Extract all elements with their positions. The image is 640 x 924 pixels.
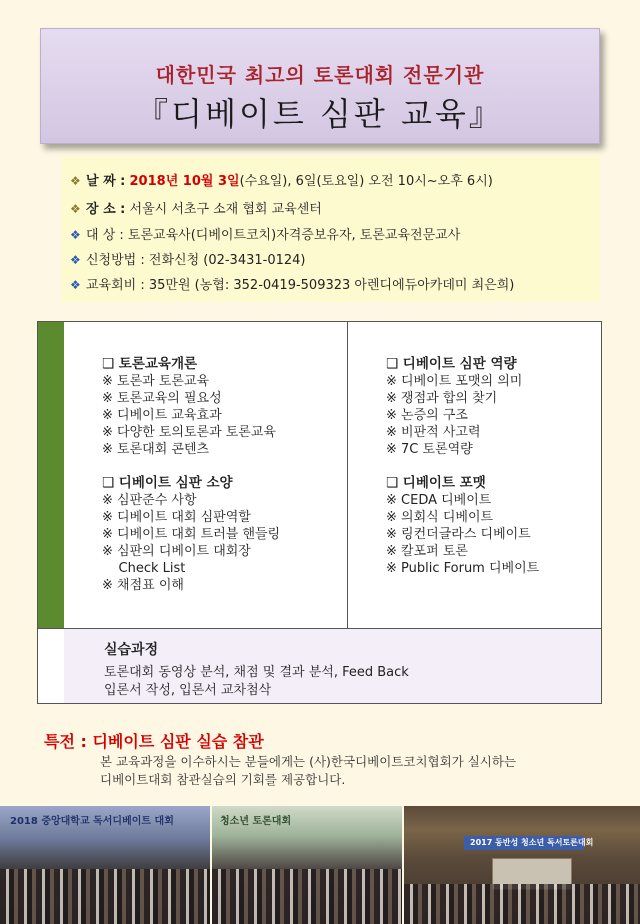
apply-label: 신청방법 : <box>86 253 145 268</box>
list-item: ※ 심판의 디베이트 대회장 <box>102 544 251 559</box>
title-box <box>40 28 600 144</box>
diamond-bullet-icon: ❖ <box>70 228 81 242</box>
list-item: ※ 의회식 디베이트 <box>386 510 494 525</box>
info-apply-row <box>70 251 306 270</box>
place-value: 서울시 서초구 소재 협회 교육센터 <box>129 202 322 217</box>
section-heading: ❑ 토론교육개론 <box>102 356 198 372</box>
curriculum-left-column <box>102 356 280 594</box>
title-subtitle: 대한민국 최고의 토론대회 전문기관 <box>155 63 485 87</box>
practice-line: 입론서 작성, 입론서 교차첨삭 <box>104 683 272 698</box>
list-item: ※ 디베이트 교육효과 <box>102 408 222 423</box>
list-item: ※ 디베이트 포맷의 의미 <box>386 374 523 389</box>
photo-banner: 2018 중앙대학교 독서디베이트 대회 <box>10 816 174 827</box>
photo-banner: 청소년 토론대회 <box>220 816 292 827</box>
list-item: ※ 토론교육의 필요성 <box>102 391 222 406</box>
fee-label: 교육회비 : <box>86 278 145 293</box>
list-item: ※ 쟁점과 합의 찾기 <box>386 391 498 406</box>
photo-banner: 2017 동반성 청소년 독서토론대회 <box>470 838 594 847</box>
list-item: Check List <box>102 561 186 576</box>
practice-title: 실습과정 <box>104 642 159 658</box>
practice-line: 토론대회 동영상 분석, 채점 및 결과 분석, Feed Back <box>104 665 409 680</box>
event-photo <box>212 806 402 924</box>
list-item: ※ CEDA 디베이트 <box>386 493 492 508</box>
list-item: ※ 디베이트 대회 심판역할 <box>102 510 251 525</box>
list-item: ※ 논증의 구조 <box>386 408 468 423</box>
date-label: 날 짜 : <box>86 174 126 189</box>
list-item: ※ 링컨더글라스 디베이트 <box>386 527 531 542</box>
title-main: 『디베이트 심판 교육』 <box>136 95 504 133</box>
special-benefit-line: 본 교육과정을 이수하시는 분들에게는 (사)한국디베이트코치협회가 실시하는 <box>100 754 517 769</box>
info-target-row <box>70 226 460 245</box>
list-item: ※ 디베이트 대회 트러블 핸들링 <box>102 527 281 542</box>
green-accent-bar <box>38 322 64 628</box>
curriculum-right-column <box>386 356 539 577</box>
apply-value: 전화신청 (02-3431-0124) <box>148 253 306 268</box>
photo-strip <box>0 806 640 924</box>
list-item: ※ 토론대회 콘텐츠 <box>102 442 210 457</box>
practice-section <box>64 629 601 703</box>
section-heading: ❑ 디베이트 심판 소양 <box>102 475 233 491</box>
info-fee-row <box>70 276 514 295</box>
diamond-bullet-icon: ❖ <box>70 202 81 216</box>
special-benefit-line: 디베이트대회 참관실습의 기회를 제공합니다. <box>100 772 346 787</box>
list-item: ※ 비판적 사고력 <box>386 425 481 440</box>
list-item: ※ 다양한 토의토론과 토론교육 <box>102 425 276 440</box>
target-value: 토론교육사(디베이트코치)자격증보유자, 토론교육전문교사 <box>127 228 461 243</box>
event-photo <box>404 806 640 924</box>
list-item: ※ 칼포퍼 토론 <box>386 544 468 559</box>
list-item: ※ 토론과 토론교육 <box>102 374 210 389</box>
info-date-row <box>70 172 493 191</box>
info-place-row <box>70 200 322 219</box>
column-divider <box>347 322 348 628</box>
list-item: ※ 채점표 이해 <box>102 578 184 593</box>
special-benefit-title: 특전 : 디베이트 심판 실습 참관 <box>44 732 264 751</box>
date-value-mid: (수요일), 6일 <box>239 174 317 189</box>
info-box <box>62 156 600 302</box>
date-value-red: 2018년 10월 3일 <box>129 174 240 189</box>
section-heading: ❑ 디베이트 포맷 <box>386 475 486 491</box>
diamond-bullet-icon: ❖ <box>70 278 81 292</box>
date-value-rest: (토요일) 오전 10시~오후 6시) <box>316 174 493 189</box>
list-item: ※ 심판준수 사항 <box>102 493 197 508</box>
fee-value: 35만원 (농협: 352-0419-509323 아렌디에듀아카데미 최은희) <box>148 278 515 293</box>
list-item: ※ 7C 토론역량 <box>386 442 473 457</box>
diamond-bullet-icon: ❖ <box>70 253 81 267</box>
diamond-bullet-icon: ❖ <box>70 174 81 188</box>
target-label: 대 상 : <box>86 228 124 243</box>
event-photo <box>0 806 210 924</box>
curriculum-box <box>37 321 602 704</box>
section-heading: ❑ 디베이트 심판 역량 <box>386 356 517 372</box>
place-label: 장 소 : <box>86 202 126 217</box>
list-item: ※ Public Forum 디베이트 <box>386 561 540 576</box>
